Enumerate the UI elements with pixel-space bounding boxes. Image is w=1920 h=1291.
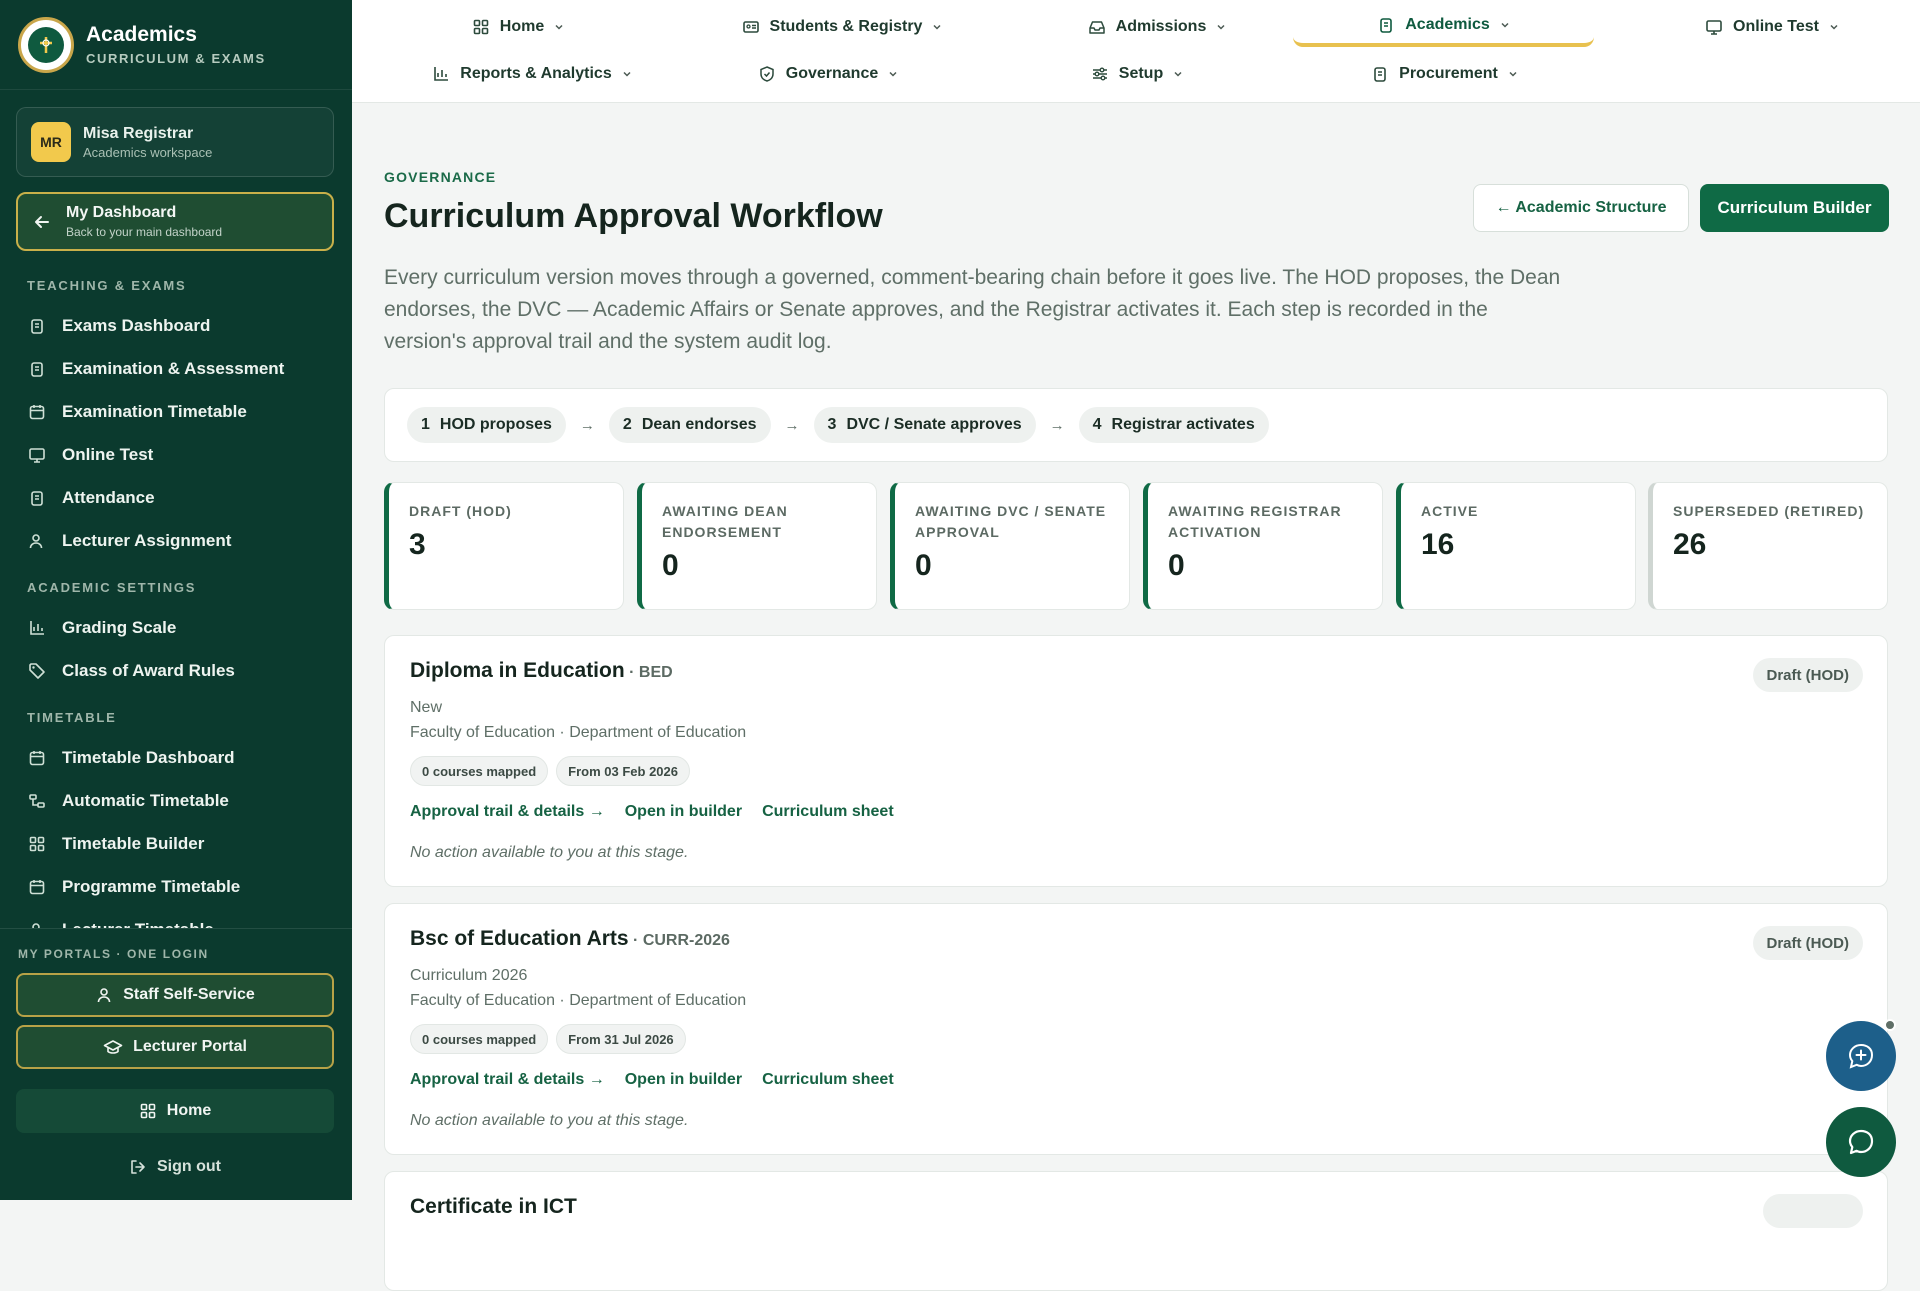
step-label: HOD proposes xyxy=(439,416,552,433)
approval-trail-link[interactable]: Approval trail & details → xyxy=(410,1071,605,1088)
chevron-down-icon xyxy=(554,22,564,32)
sidebar-item-label: Exams Dashboard xyxy=(62,315,211,335)
assistant-button[interactable] xyxy=(1826,1021,1896,1091)
stat-label: ACTIVE xyxy=(1421,503,1479,519)
brand-subtitle: CURRICULUM & EXAMS xyxy=(86,51,266,66)
stat-superseded[interactable] xyxy=(1648,482,1888,610)
curriculum-card xyxy=(384,635,1888,887)
my-dashboard-button[interactable] xyxy=(16,192,334,251)
step-arrow: → xyxy=(579,416,595,434)
dashboard-subtitle: Back to your main dashboard xyxy=(66,225,223,239)
arrow-left-icon xyxy=(32,212,52,232)
sidebar-item-exams-dashboard[interactable] xyxy=(0,304,352,347)
stat-awaiting-dean[interactable] xyxy=(637,482,877,610)
sidebar-item-attendance[interactable] xyxy=(0,476,352,519)
stat-label: SUPERSEDED (RETIRED) xyxy=(1673,503,1865,519)
chat-button[interactable] xyxy=(1826,1107,1896,1177)
chat-bubble-icon xyxy=(1846,1127,1876,1157)
sidebar-item-label: Grading Scale xyxy=(62,617,177,637)
approval-trail-link[interactable]: Approval trail & details → xyxy=(410,803,605,820)
clipboard-icon xyxy=(1377,16,1395,34)
curriculum-card xyxy=(384,1171,1888,1291)
step-label: Registrar activates xyxy=(1111,416,1255,433)
portals-label: MY PORTALS · ONE LOGIN xyxy=(18,947,209,961)
sidebar-item-label: Examination Timetable xyxy=(62,401,247,421)
chevron-down-icon xyxy=(1500,20,1510,30)
curriculum-chips xyxy=(410,756,698,786)
curriculum-sheet-link[interactable]: Curriculum sheet xyxy=(762,803,894,820)
sidebar-item-grading-scale[interactable] xyxy=(0,606,352,649)
chevron-down-icon xyxy=(1173,69,1183,79)
page-title: Curriculum Approval Workflow xyxy=(384,197,883,235)
sidebar-item-timetable-dashboard[interactable] xyxy=(0,736,352,779)
top-navigation xyxy=(352,0,1920,103)
action-note: No action available to you at this stage. xyxy=(410,1112,689,1129)
curriculum-code: · CURR-2026 xyxy=(628,932,730,949)
section-timetable: TIMETABLE xyxy=(27,710,117,725)
topnav-reports-analytics[interactable] xyxy=(412,54,652,94)
curriculum-name: Bsc of Education Arts xyxy=(410,927,629,950)
clipboard-icon xyxy=(28,360,46,378)
sidebar-item-examination-timetable[interactable] xyxy=(0,390,352,433)
avatar: MR xyxy=(31,122,71,162)
sidebar-item-timetable-builder[interactable] xyxy=(0,822,352,865)
stat-value: 3 xyxy=(409,528,426,561)
topnav-governance[interactable] xyxy=(728,54,928,94)
stat-value: 0 xyxy=(1168,549,1185,582)
topnav-setup[interactable] xyxy=(1052,54,1222,94)
tag-icon xyxy=(28,662,46,680)
curriculum-sheet-link[interactable]: Curriculum sheet xyxy=(762,1071,894,1088)
chevron-down-icon xyxy=(1508,69,1518,79)
user-icon xyxy=(28,532,46,550)
calendar-icon xyxy=(28,403,46,421)
stat-value: 16 xyxy=(1421,528,1455,561)
sidebar-item-label: Programme Timetable xyxy=(62,876,241,896)
sliders-icon xyxy=(1091,65,1109,83)
effective-date-chip: From 03 Feb 2026 xyxy=(556,756,690,786)
curriculum-faculty: Faculty of Education · Department of Education xyxy=(410,724,747,741)
chevron-down-icon xyxy=(622,69,632,79)
calendar-icon xyxy=(28,878,46,896)
stat-value: 0 xyxy=(915,549,932,582)
main-content xyxy=(352,103,1920,1218)
user-card[interactable] xyxy=(16,107,334,177)
step-registrar-activates xyxy=(1079,407,1269,443)
curriculum-title xyxy=(410,927,730,951)
status-badge: Draft (HOD) xyxy=(1753,658,1864,692)
topnav-label: Home xyxy=(499,18,545,35)
chevron-down-icon xyxy=(932,22,942,32)
curriculum-version: Curriculum 2026 xyxy=(410,967,528,984)
section-teaching-exams: TEACHING & EXAMS xyxy=(27,278,187,293)
section-academic-settings: ACADEMIC SETTINGS xyxy=(27,580,197,595)
step-number: 3 xyxy=(827,416,837,433)
sidebar-item-class-of-award-rules[interactable] xyxy=(0,649,352,692)
user-workspace: Academics workspace xyxy=(83,144,213,160)
sidebar-item-online-test[interactable] xyxy=(0,433,352,476)
id-card-icon xyxy=(742,18,760,36)
step-number: 1 xyxy=(421,416,430,433)
page-description: Every curriculum version moves through a governed, comment-bearing chain before it goes live. The HOD proposes, the Dean endorses, the DVC — Academic Affairs or Senate approves, and the Registrar activates it. Each step is recorded in the version's approval trail and the system audit log. xyxy=(384,266,1561,353)
sidebar-item-label: Online Test xyxy=(62,444,154,464)
university-logo xyxy=(18,17,74,73)
stat-value: 26 xyxy=(1673,528,1707,561)
curriculum-chips xyxy=(410,1024,694,1054)
stat-value: 0 xyxy=(662,549,679,582)
calendar-icon xyxy=(28,749,46,767)
sidebar-item-examination-assessment[interactable] xyxy=(0,347,352,390)
brand-title: Academics xyxy=(86,23,197,46)
step-label: DVC / Senate approves xyxy=(846,416,1022,433)
shield-icon xyxy=(758,65,776,83)
topnav-label: Governance xyxy=(785,65,879,82)
sidebar-nav[interactable] xyxy=(0,268,352,928)
curriculum-builder-button[interactable]: Curriculum Builder xyxy=(1700,184,1889,232)
step-arrow: → xyxy=(1049,416,1065,434)
stat-label: DRAFT (HOD) xyxy=(409,503,512,519)
sidebar-item-label: Automatic Timetable xyxy=(62,790,229,810)
topnav-label: Students & Registry xyxy=(769,18,923,35)
staff-portal-label: Staff Self-Service xyxy=(123,986,255,1003)
chevron-down-icon xyxy=(1216,22,1226,32)
effective-date-chip: From 31 Jul 2026 xyxy=(556,1024,686,1054)
sidebar-item-label: Attendance xyxy=(62,487,155,507)
sidebar-item-label: Class of Award Rules xyxy=(62,660,235,680)
user-name: Misa Registrar xyxy=(83,124,194,142)
step-arrow: → xyxy=(784,416,800,434)
sidebar-item-label: Timetable Dashboard xyxy=(62,747,235,767)
clipboard-icon xyxy=(28,317,46,335)
inbox-icon xyxy=(1088,18,1106,36)
status-badge: Draft (HOD) xyxy=(1753,926,1864,960)
curriculum-links xyxy=(410,1071,914,1089)
clipboard-icon xyxy=(28,489,46,507)
topnav-label: Academics xyxy=(1405,16,1490,33)
graduation-cap-icon xyxy=(103,1038,123,1056)
topnav-home[interactable] xyxy=(432,7,604,47)
curriculum-code: · BED xyxy=(624,664,673,681)
step-number: 2 xyxy=(622,416,632,433)
step-number: 4 xyxy=(1092,416,1102,433)
monitor-icon xyxy=(1705,18,1723,36)
curriculum-version: New xyxy=(410,699,443,716)
topnav-label: Reports & Analytics xyxy=(460,65,612,82)
grid-icon xyxy=(139,1102,157,1120)
topnav-online-test[interactable] xyxy=(1652,7,1892,47)
bar-chart-icon xyxy=(28,619,46,637)
courses-mapped-chip: 0 courses mapped xyxy=(410,756,548,786)
brand-header xyxy=(0,0,352,90)
bar-chart-icon xyxy=(432,65,450,83)
lecturer-portal-button[interactable] xyxy=(16,1025,334,1069)
action-note: No action available to you at this stage. xyxy=(410,844,689,861)
logout-icon xyxy=(129,1158,147,1176)
sidebar xyxy=(0,0,352,1200)
sidebar-item-label: Examination & Assessment xyxy=(62,358,285,378)
step-dean-endorses xyxy=(609,407,771,443)
sidebar-item-label: Timetable Builder xyxy=(62,833,205,853)
topnav-procurement[interactable] xyxy=(1352,54,1537,94)
stat-label: AWAITING REGISTRAR ACTIVATION xyxy=(1168,503,1342,540)
workflow-steps xyxy=(384,388,1888,462)
curriculum-faculty: Faculty of Education · Department of Education xyxy=(410,992,747,1009)
monitor-icon xyxy=(28,446,46,464)
topnav-label: Online Test xyxy=(1733,18,1819,35)
grid-icon xyxy=(472,18,490,36)
topnav-admissions[interactable] xyxy=(1052,7,1262,47)
sign-out-label: Sign out xyxy=(157,1158,221,1175)
flow-icon xyxy=(28,792,46,810)
stat-awaiting-registrar[interactable] xyxy=(1143,482,1383,610)
sidebar-item-label: Lecturer Assignment xyxy=(62,530,232,550)
step-hod-proposes xyxy=(407,407,566,443)
topnav-label: Procurement xyxy=(1399,65,1498,82)
user-icon xyxy=(95,986,113,1004)
chevron-down-icon xyxy=(888,69,898,79)
curriculum-title xyxy=(410,1195,577,1219)
topnav-label: Admissions xyxy=(1115,18,1207,35)
notification-dot xyxy=(1884,1019,1896,1031)
topnav-label: Setup xyxy=(1118,65,1164,82)
stat-label: AWAITING DEAN ENDORSEMENT xyxy=(662,503,788,540)
status-badge xyxy=(1763,1194,1863,1228)
academic-structure-button[interactable]: ← Academic Structure xyxy=(1473,184,1689,232)
curriculum-links xyxy=(410,803,914,821)
curriculum-card xyxy=(384,903,1888,1155)
portals-panel xyxy=(0,928,352,1200)
stat-active[interactable] xyxy=(1396,482,1636,610)
grid-icon xyxy=(28,835,46,853)
home-label: Home xyxy=(166,1102,212,1119)
sidebar-item-programme-timetable[interactable] xyxy=(0,865,352,908)
open-in-builder-link[interactable]: Open in builder xyxy=(624,803,743,820)
chat-plus-icon xyxy=(1846,1041,1876,1071)
sidebar-item-lecturer-assignment[interactable] xyxy=(0,519,352,562)
curriculum-title xyxy=(410,659,673,683)
dashboard-title: My Dashboard xyxy=(66,204,177,221)
open-in-builder-link[interactable]: Open in builder xyxy=(624,1071,743,1088)
stat-draft-hod[interactable] xyxy=(384,482,624,610)
stat-awaiting-dvc-senate[interactable] xyxy=(890,482,1130,610)
curriculum-name: Certificate in ICT xyxy=(410,1195,577,1218)
sidebar-home-button[interactable] xyxy=(16,1089,334,1133)
courses-mapped-chip: 0 courses mapped xyxy=(410,1024,548,1054)
chevron-down-icon xyxy=(1829,22,1839,32)
sign-out-button[interactable] xyxy=(16,1145,334,1189)
sidebar-item-automatic-timetable[interactable] xyxy=(0,779,352,822)
curriculum-name: Diploma in Education xyxy=(410,659,625,682)
step-label: Dean endorses xyxy=(641,416,757,433)
page-eyebrow: GOVERNANCE xyxy=(384,169,497,185)
topnav-academics[interactable] xyxy=(1293,7,1594,47)
topnav-students-registry[interactable] xyxy=(722,7,962,47)
step-dvc-senate-approves xyxy=(814,407,1036,443)
lecturer-portal-label: Lecturer Portal xyxy=(133,1038,247,1055)
staff-self-service-button[interactable] xyxy=(16,973,334,1017)
clipboard-icon xyxy=(1371,65,1389,83)
stat-label: AWAITING DVC / SENATE APPROVAL xyxy=(915,503,1107,540)
